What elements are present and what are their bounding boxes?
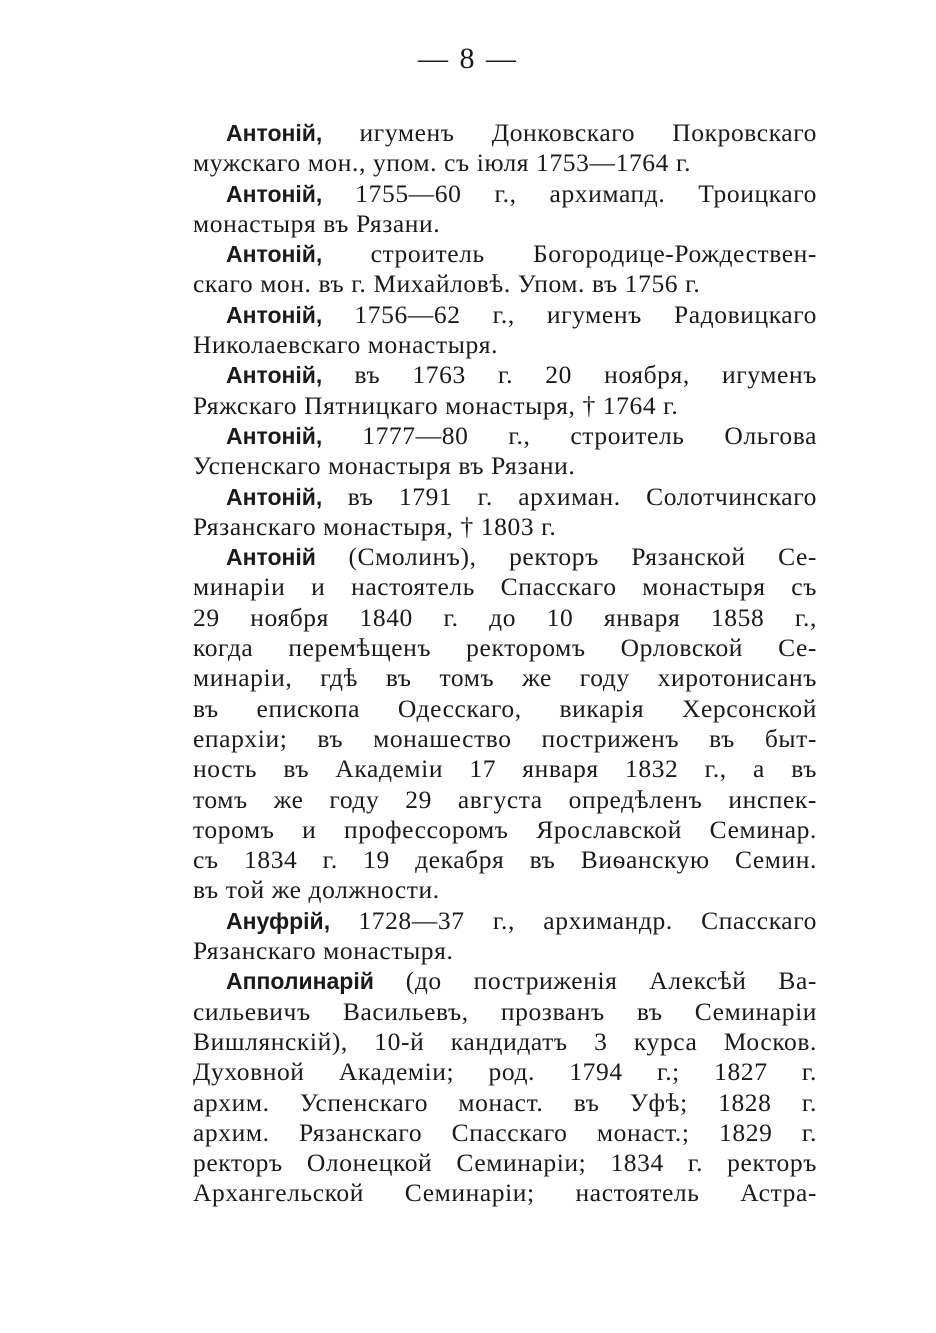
entry: [193, 482, 817, 543]
entry-line: архим. Рязанскаго Спасскаго монаст.; 1829 г.: [193, 1117, 817, 1147]
entry-line: сильевичъ Васильевъ, прозванъ въ Семинаріи: [193, 996, 817, 1026]
entry-text: 1756—62 г., игуменъ Радовицкаго: [322, 299, 817, 329]
entry-first-line: [193, 118, 817, 148]
page-number: — 8 —: [418, 42, 518, 75]
entry-text: (до постриженія Алексѣй Ва-: [373, 966, 817, 996]
entry-line: минаріи, гдѣ въ томъ же году хиротонисанъ: [193, 663, 817, 693]
entry-text: строитель Богородице-Рождествен-: [322, 239, 817, 269]
headword: Антоній: [226, 544, 316, 571]
entry-line: 29 ноября 1840 г. до 10 января 1858 г.,: [193, 602, 817, 632]
entry-line: Рязанскаго монастыря.: [193, 936, 454, 966]
entry: [193, 300, 817, 361]
headword: Антоній,: [226, 483, 323, 510]
entry-line: минаріи и настоятель Спасскаго монастыря съ: [193, 572, 817, 602]
entry-first-line: [193, 482, 817, 512]
entry: [193, 542, 817, 906]
entry: [193, 906, 817, 967]
entry-text: 1777—80 г., строитель Ольгова: [322, 420, 817, 450]
entry-line: въ той же должности.: [193, 875, 440, 905]
entry-first-line: [193, 421, 817, 451]
entry-line: томъ же году 29 августа опредѣленъ инспек-: [193, 784, 817, 814]
entry: [193, 966, 817, 1208]
entry-first-line: [193, 179, 817, 209]
entry-text: 1728—37 г., архимандр. Спасскаго: [330, 905, 817, 935]
entry-line: Ряжскаго Пятницкаго монастыря, † 1764 г.: [193, 390, 679, 420]
headword: Антоній,: [226, 422, 323, 449]
entry-line: архим. Успенскаго монаст. въ Уфѣ; 1828 г.: [193, 1087, 817, 1117]
entry-first-line: [193, 360, 817, 390]
entry-line: Николаевскаго монастыря.: [193, 330, 499, 360]
headword: Антоній,: [226, 120, 323, 146]
headword: Антоній,: [226, 301, 323, 328]
entry-first-line: [193, 906, 817, 936]
entry: [193, 360, 817, 421]
headword: Ануфрій,: [226, 907, 331, 934]
entry: [193, 421, 817, 482]
entry-text: игуменъ Донковскаго Покровскаго: [322, 118, 817, 147]
entry-text: въ 1763 г. 20 ноября, игуменъ: [322, 360, 817, 390]
entry: [193, 179, 817, 240]
entry-line: ректоръ Олонецкой Семинаріи; 1834 г. ректоръ: [193, 1148, 817, 1178]
entry-line: Вишлянскій), 10-й кандидатъ 3 курса Москов.: [193, 1026, 817, 1056]
headword: Антоній,: [226, 241, 323, 268]
entry: [193, 118, 817, 179]
headword: Апполинарій: [226, 968, 374, 995]
entry-line: торомъ и профессоромъ Ярославской Семинар.: [193, 814, 817, 844]
headword: Антоній,: [226, 362, 323, 389]
headword: Антоній,: [226, 180, 323, 207]
entry-text: въ 1791 г. архиман. Солотчинскаго: [322, 481, 817, 511]
entry-first-line: [193, 542, 817, 572]
entry-line: монастыря въ Рязани.: [193, 208, 441, 238]
entry-text: (Смолинъ), ректоръ Рязанской Се-: [315, 542, 817, 572]
entry-line: въ епископа Одесскаго, викарія Херсонской: [193, 693, 817, 723]
entry-line: епархіи; въ монашество постриженъ въ быт-: [193, 723, 817, 753]
entry-first-line: [193, 966, 817, 996]
entry-text: 1755—60 г., архимапд. Троицкаго: [322, 178, 817, 208]
entry-line: когда перемѣщенъ ректоромъ Орловской Се-: [193, 633, 817, 663]
entry-line: Духовной Академіи; род. 1794 г.; 1827 г.: [193, 1057, 817, 1087]
text-column: [193, 118, 817, 1209]
entry-line: Успенскаго монастыря въ Рязани.: [193, 451, 576, 481]
entry: [193, 239, 817, 300]
entry-line: мужскаго мон., упом. съ іюля 1753—1764 г.: [193, 148, 692, 178]
entry-line: съ 1834 г. 19 декабря въ Виѳанскую Семин.: [193, 845, 817, 875]
entry-line: скаго мон. въ г. Михайловѣ. Упом. въ 1756 г.: [193, 269, 701, 299]
entry-first-line: [193, 239, 817, 269]
entry-line: ность въ Академіи 17 января 1832 г., а въ: [193, 754, 817, 784]
entry-line: Архангельской Семинаріи; настоятель Астра-: [193, 1178, 817, 1208]
entry-line: Рязанскаго монастыря, † 1803 г.: [193, 511, 557, 541]
entry-first-line: [193, 300, 817, 330]
